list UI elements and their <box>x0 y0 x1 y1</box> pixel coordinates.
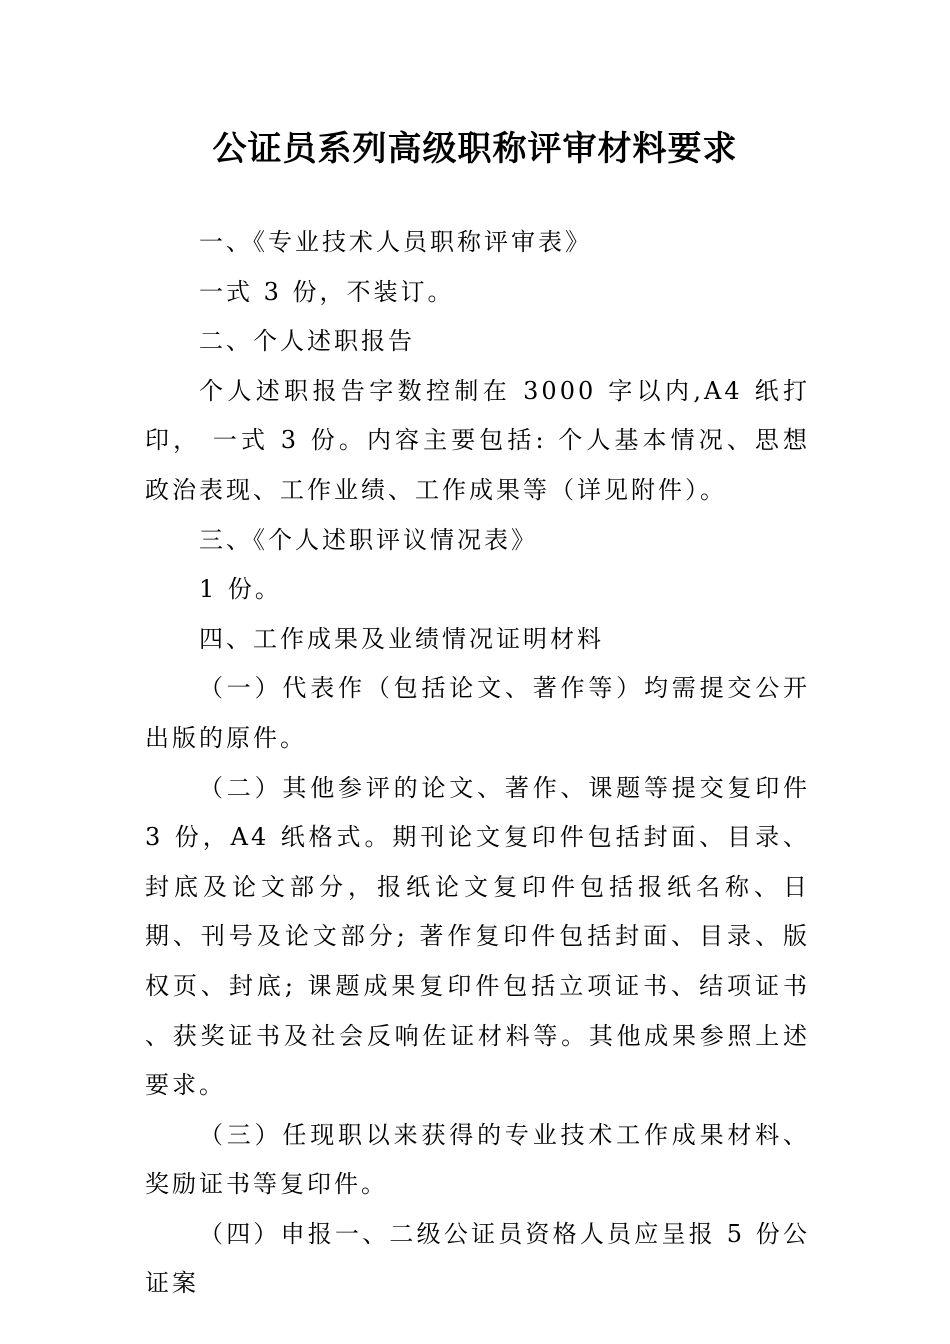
section-2-text: 个人述职报告字数控制在 3000 字以内,A4 纸打印， 一式 3 份。内容主要包括: 个人基本情况、思想政治表现、工作业绩、工作成果等（详见附件）。 <box>145 376 810 504</box>
section-1-heading: 一、《专业技术人员职称评审表》 <box>199 228 592 256</box>
section-4-item-1: （一）代表作（包括论文、著作等）均需提交公开出版的原件。 <box>145 674 810 752</box>
section-3-text: 1 份。 <box>199 575 282 604</box>
section-4-item-3: （三）任现职以来获得的专业技术工作成果材料、奖励证书等复印件。 <box>145 1120 810 1199</box>
section-4-heading: 四、工作成果及业绩情况证明材料 <box>199 624 604 653</box>
section-1-text: 一式 3 份，不装订。 <box>199 277 455 306</box>
document-title: 公证员系列高级职称评审材料要求 <box>212 129 738 169</box>
section-2-heading: 二、个人述职报告 <box>199 327 415 356</box>
section-4-item-2: （二）其他参评的论文、著作、课题等提交复印件 3 份，A4 纸格式。期刊论文复印件包括封面、目录、封底及论文部分，报纸论文复印件包括报纸名称、日期、刊号及论文部分; 著作复印件包括封面、目录、版权页、封底; 课题成果复印件包括立项证书、结项证书 、获奖证书及社会反响佐证材料等。其他成果参照上述要求。 <box>145 773 810 1100</box>
section-3-heading: 三、《个人述职评议情况表》 <box>199 525 538 554</box>
section-4-item-4: （四）申报一、二级公证员资格人员应呈报 5 份公证案 <box>145 1219 810 1298</box>
document-body <box>145 218 810 1309</box>
